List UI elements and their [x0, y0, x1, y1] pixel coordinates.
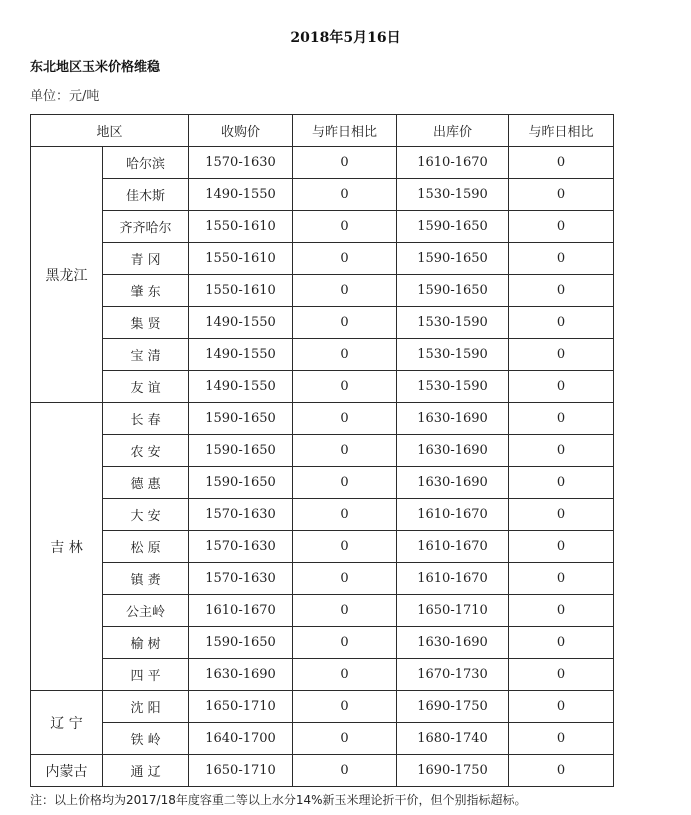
purchase-price-cell: 1570-1630 — [189, 499, 293, 531]
city-cell: 铁 岭 — [103, 723, 189, 755]
outbound-price-cell: 1630-1690 — [397, 467, 509, 499]
province-cell: 黑龙江 — [31, 147, 103, 403]
purchase-price-cell: 1590-1650 — [189, 435, 293, 467]
outbound-change-cell: 0 — [509, 467, 614, 499]
purchase-price-cell: 1490-1550 — [189, 307, 293, 339]
outbound-price-cell: 1680-1740 — [397, 723, 509, 755]
purchase-change-cell: 0 — [293, 755, 397, 787]
purchase-change-cell: 0 — [293, 467, 397, 499]
purchase-price-cell: 1590-1650 — [189, 467, 293, 499]
header-outbound-change: 与昨日相比 — [509, 115, 614, 147]
purchase-price-cell: 1570-1630 — [189, 563, 293, 595]
outbound-price-cell: 1630-1690 — [397, 435, 509, 467]
outbound-change-cell: 0 — [509, 563, 614, 595]
purchase-price-cell: 1550-1610 — [189, 275, 293, 307]
table-row — [31, 595, 614, 627]
outbound-price-cell: 1630-1690 — [397, 627, 509, 659]
city-cell: 青 冈 — [103, 243, 189, 275]
outbound-change-cell: 0 — [509, 275, 614, 307]
outbound-change-cell: 0 — [509, 531, 614, 563]
purchase-change-cell: 0 — [293, 371, 397, 403]
city-cell: 镇 赉 — [103, 563, 189, 595]
city-cell: 宝 清 — [103, 339, 189, 371]
table-row — [31, 243, 614, 275]
purchase-price-cell: 1640-1700 — [189, 723, 293, 755]
purchase-change-cell: 0 — [293, 627, 397, 659]
province-cell: 吉 林 — [31, 403, 103, 691]
outbound-change-cell: 0 — [509, 627, 614, 659]
city-cell: 肇 东 — [103, 275, 189, 307]
table-row — [31, 467, 614, 499]
purchase-price-cell: 1570-1630 — [189, 531, 293, 563]
purchase-change-cell: 0 — [293, 147, 397, 179]
purchase-change-cell: 0 — [293, 243, 397, 275]
city-cell: 四 平 — [103, 659, 189, 691]
outbound-change-cell: 0 — [509, 691, 614, 723]
purchase-change-cell: 0 — [293, 659, 397, 691]
table-row — [31, 563, 614, 595]
outbound-change-cell: 0 — [509, 435, 614, 467]
outbound-change-cell: 0 — [509, 243, 614, 275]
table-row — [31, 755, 614, 787]
table-row — [31, 307, 614, 339]
outbound-price-cell: 1530-1590 — [397, 339, 509, 371]
table-row — [31, 499, 614, 531]
purchase-price-cell: 1590-1650 — [189, 627, 293, 659]
price-table — [30, 114, 614, 787]
purchase-change-cell: 0 — [293, 691, 397, 723]
city-cell: 大 安 — [103, 499, 189, 531]
header-region: 地区 — [31, 115, 189, 147]
purchase-price-cell: 1570-1630 — [189, 147, 293, 179]
outbound-price-cell: 1690-1750 — [397, 755, 509, 787]
outbound-price-cell: 1630-1690 — [397, 403, 509, 435]
outbound-change-cell: 0 — [509, 211, 614, 243]
table-row — [31, 691, 614, 723]
purchase-change-cell: 0 — [293, 499, 397, 531]
purchase-price-cell: 1630-1690 — [189, 659, 293, 691]
article-headline: 东北地区玉米价格维稳 — [30, 60, 161, 75]
outbound-price-cell: 1670-1730 — [397, 659, 509, 691]
city-cell: 公主岭 — [103, 595, 189, 627]
table-row — [31, 179, 614, 211]
purchase-price-cell: 1550-1610 — [189, 243, 293, 275]
outbound-change-cell: 0 — [509, 403, 614, 435]
purchase-price-cell: 1590-1650 — [189, 403, 293, 435]
header-purchase-price: 收购价 — [189, 115, 293, 147]
outbound-change-cell: 0 — [509, 659, 614, 691]
city-cell: 哈尔滨 — [103, 147, 189, 179]
purchase-price-cell: 1650-1710 — [189, 755, 293, 787]
purchase-price-cell: 1490-1550 — [189, 371, 293, 403]
city-cell: 集 贤 — [103, 307, 189, 339]
purchase-price-cell: 1610-1670 — [189, 595, 293, 627]
outbound-change-cell: 0 — [509, 307, 614, 339]
purchase-change-cell: 0 — [293, 403, 397, 435]
purchase-change-cell: 0 — [293, 531, 397, 563]
purchase-price-cell: 1650-1710 — [189, 691, 293, 723]
purchase-change-cell: 0 — [293, 307, 397, 339]
outbound-price-cell: 1530-1590 — [397, 179, 509, 211]
purchase-change-cell: 0 — [293, 275, 397, 307]
table-row — [31, 371, 614, 403]
city-cell: 沈 阳 — [103, 691, 189, 723]
price-table-body — [31, 147, 614, 787]
province-cell: 辽 宁 — [31, 691, 103, 755]
table-row — [31, 403, 614, 435]
city-cell: 齐齐哈尔 — [103, 211, 189, 243]
table-header-row — [31, 115, 614, 147]
province-cell: 内蒙古 — [31, 755, 103, 787]
footnote: 注：以上价格均为2017/18年度容重二等以上水分14%新玉米理论折干价，但个别指标超标。 — [30, 793, 527, 807]
outbound-price-cell: 1690-1750 — [397, 691, 509, 723]
outbound-change-cell: 0 — [509, 147, 614, 179]
purchase-price-cell: 1550-1610 — [189, 211, 293, 243]
table-row — [31, 627, 614, 659]
outbound-change-cell: 0 — [509, 371, 614, 403]
outbound-change-cell: 0 — [509, 499, 614, 531]
purchase-change-cell: 0 — [293, 563, 397, 595]
outbound-price-cell: 1650-1710 — [397, 595, 509, 627]
outbound-change-cell: 0 — [509, 179, 614, 211]
outbound-price-cell: 1610-1670 — [397, 563, 509, 595]
table-row — [31, 147, 614, 179]
outbound-price-cell: 1530-1590 — [397, 371, 509, 403]
city-cell: 农 安 — [103, 435, 189, 467]
outbound-price-cell: 1590-1650 — [397, 243, 509, 275]
table-row — [31, 659, 614, 691]
unit-label: 单位：元/吨 — [30, 89, 100, 104]
outbound-change-cell: 0 — [509, 595, 614, 627]
city-cell: 德 惠 — [103, 467, 189, 499]
table-row — [31, 275, 614, 307]
city-cell: 长 春 — [103, 403, 189, 435]
outbound-price-cell: 1590-1650 — [397, 275, 509, 307]
table-row — [31, 211, 614, 243]
outbound-change-cell: 0 — [509, 723, 614, 755]
outbound-price-cell: 1590-1650 — [397, 211, 509, 243]
outbound-change-cell: 0 — [509, 339, 614, 371]
header-purchase-change: 与昨日相比 — [293, 115, 397, 147]
city-cell: 松 原 — [103, 531, 189, 563]
purchase-change-cell: 0 — [293, 211, 397, 243]
purchase-price-cell: 1490-1550 — [189, 179, 293, 211]
outbound-change-cell: 0 — [509, 755, 614, 787]
table-row — [31, 723, 614, 755]
header-outbound-price: 出库价 — [397, 115, 509, 147]
purchase-price-cell: 1490-1550 — [189, 339, 293, 371]
city-cell: 佳木斯 — [103, 179, 189, 211]
outbound-price-cell: 1610-1670 — [397, 531, 509, 563]
table-row — [31, 531, 614, 563]
city-cell: 友 谊 — [103, 371, 189, 403]
purchase-change-cell: 0 — [293, 339, 397, 371]
purchase-change-cell: 0 — [293, 595, 397, 627]
city-cell: 榆 树 — [103, 627, 189, 659]
table-row — [31, 339, 614, 371]
city-cell: 通 辽 — [103, 755, 189, 787]
date-title: 2018年5月16日 — [290, 30, 401, 46]
outbound-price-cell: 1610-1670 — [397, 499, 509, 531]
outbound-price-cell: 1610-1670 — [397, 147, 509, 179]
purchase-change-cell: 0 — [293, 723, 397, 755]
purchase-change-cell: 0 — [293, 179, 397, 211]
purchase-change-cell: 0 — [293, 435, 397, 467]
outbound-price-cell: 1530-1590 — [397, 307, 509, 339]
table-row — [31, 435, 614, 467]
